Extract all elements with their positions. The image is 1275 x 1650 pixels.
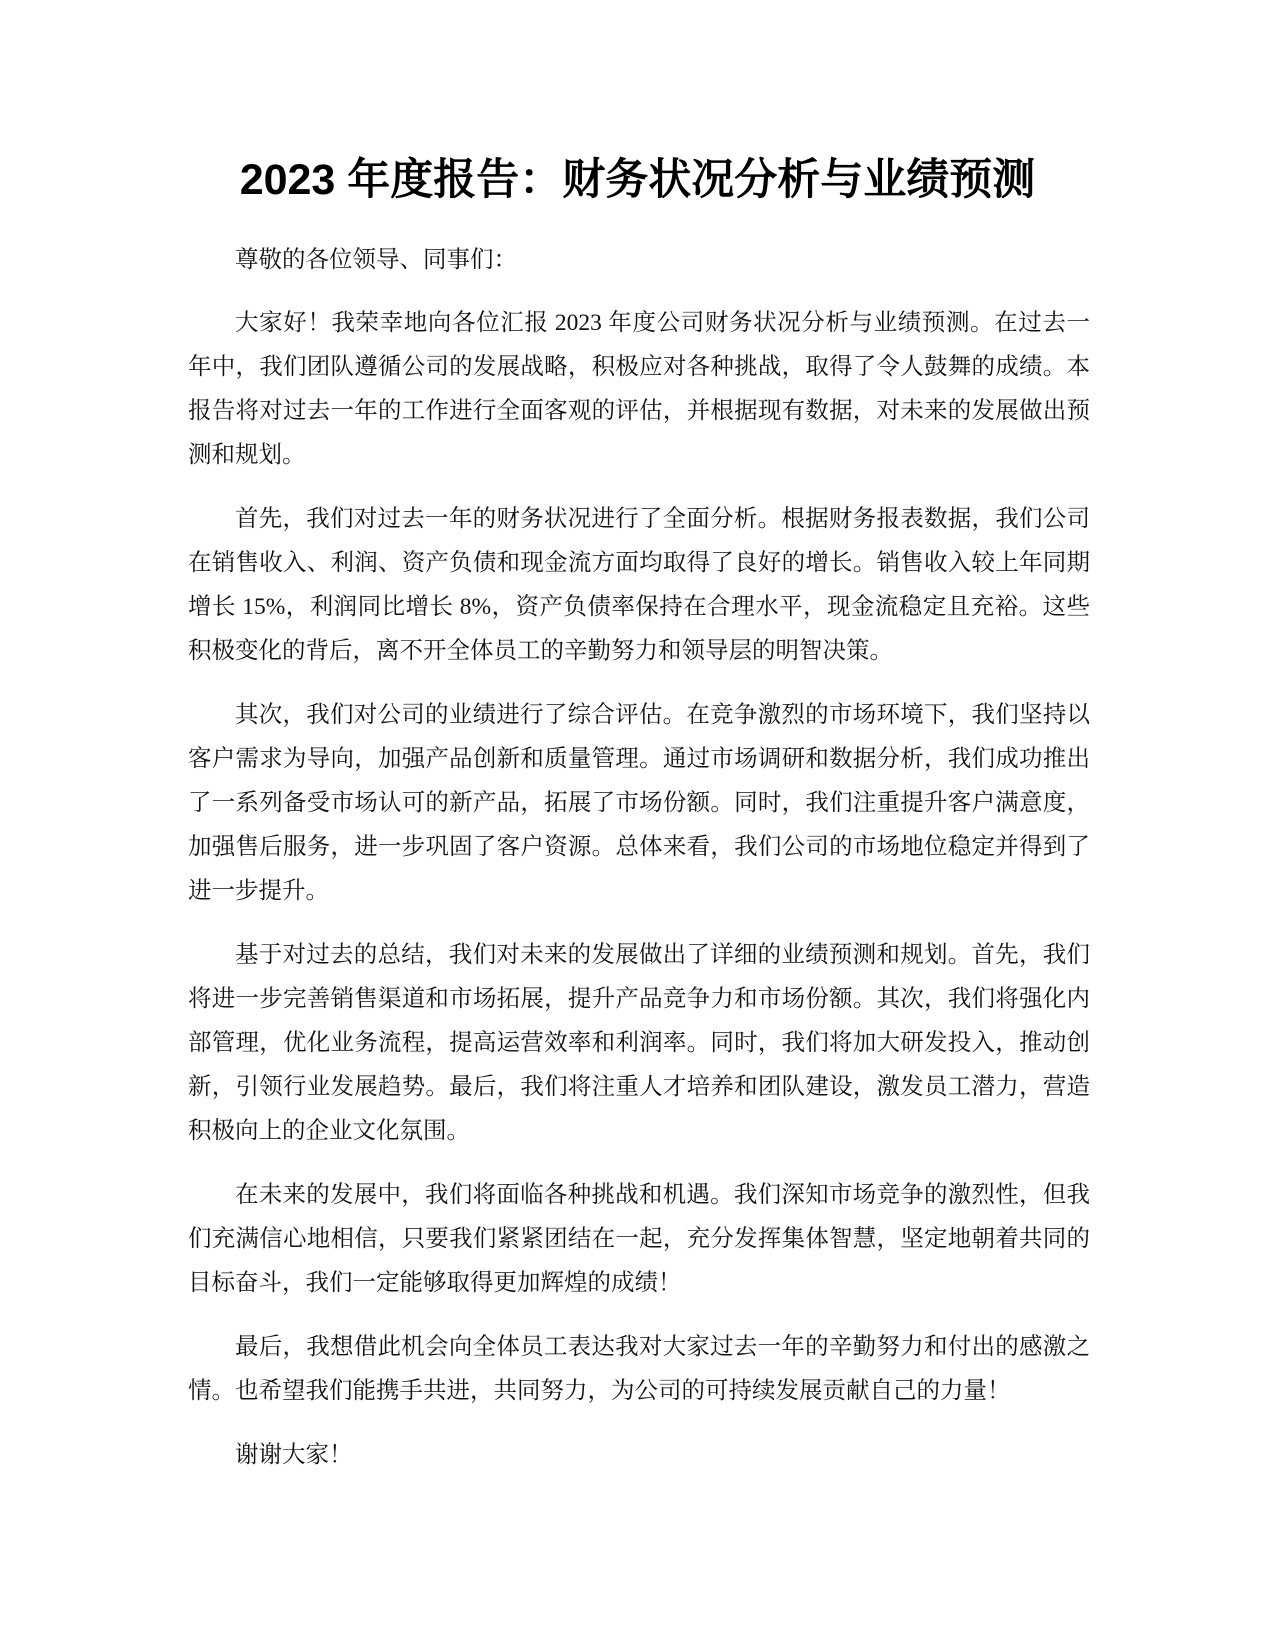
closing-paragraph: 谢谢大家！: [235, 1442, 353, 1468]
forecast-plan-paragraph: 基于对过去的总结，我们对未来的发展做出了详细的业绩预测和规划。首先，我们将进一步完善销售渠道和市场拓展，提升产品竞争力和市场份额。其次，我们将强化内部管理，优化业务流程，提高运营效率和利润率。同时，我们将加大研发投入，推动创新，引领行业发展趋势。最后，我们将注重人才培养和团队建设，激发员工潜力，营造积极向上的企业文化氛围。: [188, 942, 1090, 1144]
salutation-paragraph: 尊敬的各位领导、同事们：: [235, 247, 517, 273]
intro-paragraph: 大家好！我荣幸地向各位汇报 2023 年度公司财务状况分析与业绩预测。在过去一年中，我们团队遵循公司的发展战略，积极应对各种挑战，取得了令人鼓舞的成绩。本报告将对过去一年的工作进行全面客观的评估，并根据现有数据，对未来的发展做出预测和规划。: [188, 310, 1090, 468]
document-title: 2023 年度报告：财务状况分析与业绩预测: [239, 156, 1036, 204]
gratitude-paragraph: 最后，我想借此机会向全体员工表达我对大家过去一年的辛勤努力和付出的感激之情。也希望我们能携手共进，共同努力，为公司的可持续发展贡献自己的力量！: [188, 1334, 1090, 1404]
document-body: [188, 238, 1090, 1497]
performance-evaluation-paragraph: 其次，我们对公司的业绩进行了综合评估。在竞争激烈的市场环境下，我们坚持以客户需求为导向，加强产品创新和质量管理。通过市场调研和数据分析，我们成功推出了一系列备受市场认可的新产品，拓展了市场份额。同时，我们注重提升客户满意度，加强售后服务，进一步巩固了客户资源。总体来看，我们公司的市场地位稳定并得到了进一步提升。: [188, 702, 1090, 904]
future-outlook-paragraph: 在未来的发展中，我们将面临各种挑战和机遇。我们深知市场竞争的激烈性，但我们充满信心地相信，只要我们紧紧团结在一起，充分发挥集体智慧，坚定地朝着共同的目标奋斗，我们一定能够取得更加辉煌的成绩！: [188, 1182, 1090, 1296]
financial-analysis-paragraph: 首先，我们对过去一年的财务状况进行了全面分析。根据财务报表数据，我们公司在销售收入、利润、资产负债和现金流方面均取得了良好的增长。销售收入较上年同期增长 15%，利润同比增长 8%，资产负债率保持在合理水平，现金流稳定且充裕。这些积极变化的背后，离不开全体员工的辛勤努力和领导层的明智决策。: [188, 506, 1090, 664]
